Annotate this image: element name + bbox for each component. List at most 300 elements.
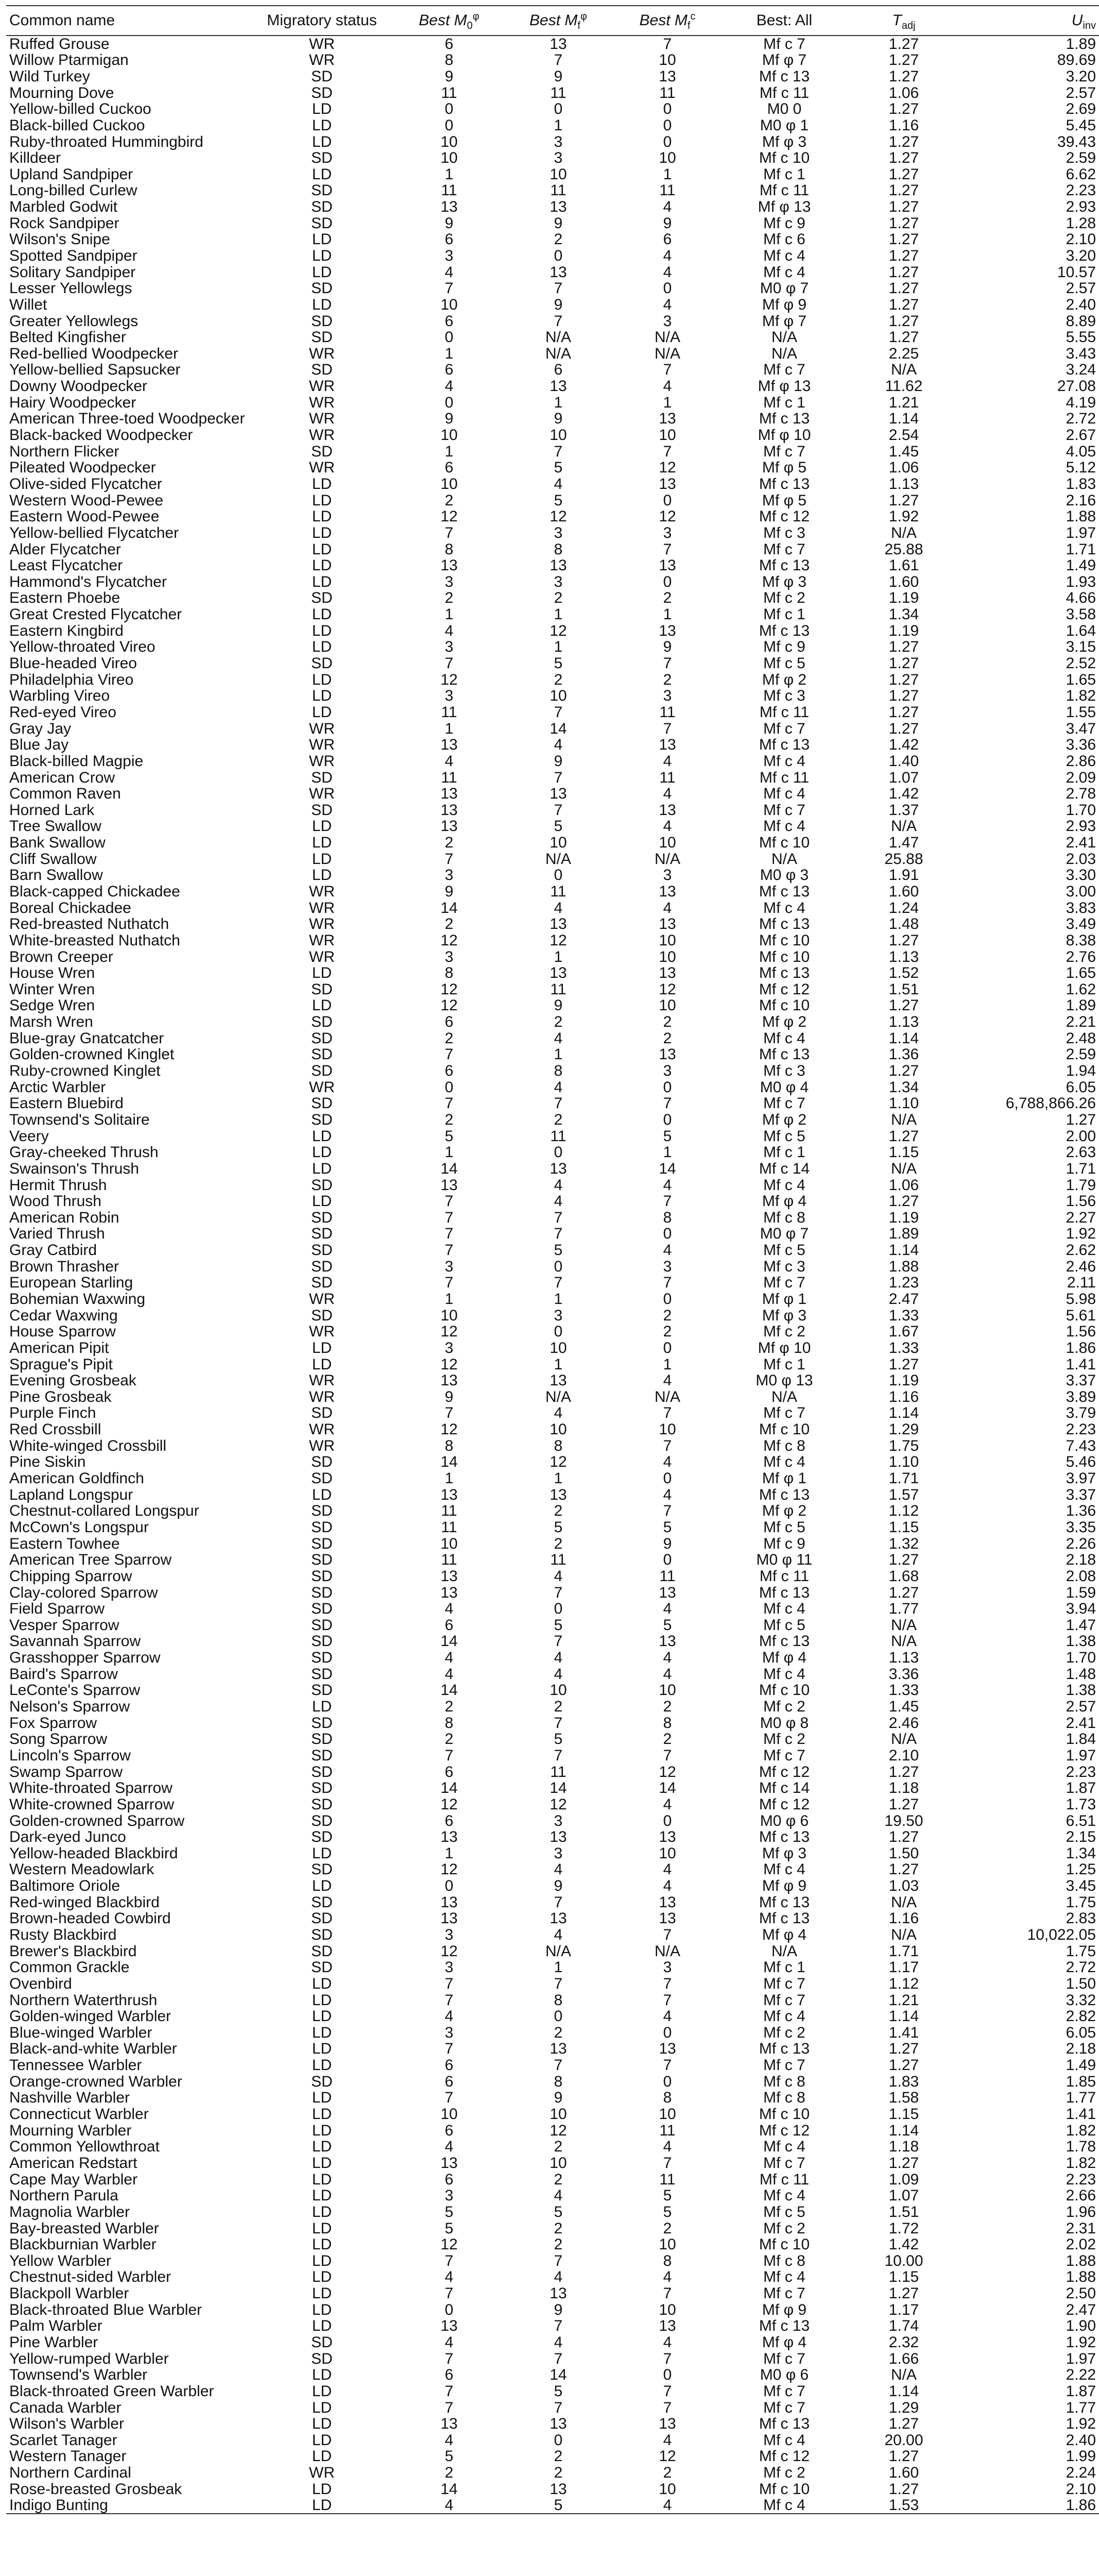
table-cell: 10 <box>440 133 458 150</box>
table-cell: 0 <box>554 1323 563 1341</box>
table-cell: 13 <box>440 785 458 803</box>
table-cell: 1.15 <box>888 1144 919 1161</box>
table-row <box>6 1552 1099 1568</box>
table-cell: 1.77 <box>1066 2399 1096 2416</box>
table-cell: 0 <box>554 1258 563 1275</box>
table-cell: Orange-crowned Warbler <box>9 2073 182 2090</box>
table-cell: 7 <box>444 655 454 672</box>
table-cell: Mf φ 4 <box>762 1193 807 1210</box>
table-cell: Hammond's Flycatcher <box>9 573 167 590</box>
table-cell: Mf c 2 <box>763 589 805 607</box>
table-cell: 4 <box>663 1649 672 1667</box>
table-cell: SD <box>311 361 333 379</box>
table-row <box>6 2171 1099 2188</box>
table-cell: LD <box>312 1144 332 1161</box>
table-cell: SD <box>311 1307 333 1324</box>
table-cell: 1.23 <box>888 1274 919 1292</box>
table-cell: 1.27 <box>888 296 919 313</box>
table-cell: 12 <box>659 980 676 998</box>
table-cell: 4 <box>554 1029 563 1047</box>
table-cell: 2.63 <box>1066 1144 1096 1161</box>
table-cell: 9 <box>554 67 563 85</box>
table-row <box>6 1046 1099 1063</box>
table-cell: 14 <box>440 2480 458 2498</box>
table-cell: 13 <box>440 801 458 819</box>
table-cell: N/A <box>771 329 797 346</box>
table-row <box>6 1764 1099 1780</box>
table-cell: WR <box>309 916 335 933</box>
table-cell: Mf c 5 <box>763 655 805 672</box>
table-cell: 1.27 <box>888 1795 919 1813</box>
table-cell: Least Flycatcher <box>9 557 123 574</box>
table-cell: 10 <box>550 1682 567 1699</box>
table-cell: 2 <box>663 2464 672 2482</box>
table-cell: 6 <box>444 312 454 330</box>
table-cell: 12 <box>440 671 458 688</box>
table-cell: 7 <box>444 2399 454 2416</box>
table-cell: 1.27 <box>888 1584 919 1601</box>
table-cell: 1.42 <box>888 2236 919 2253</box>
table-cell: 2 <box>444 2464 454 2482</box>
table-row <box>6 1470 1099 1487</box>
table-row <box>6 574 1099 590</box>
table-cell: 1.53 <box>847 2497 961 2514</box>
table-cell: 1.33 <box>888 1339 919 1357</box>
table-cell: 4 <box>554 899 563 917</box>
table-cell: 1 <box>663 1355 672 1373</box>
table-cell: 1.55 <box>1066 703 1096 721</box>
table-cell: 7 <box>554 769 563 786</box>
table-cell: 7 <box>554 280 563 297</box>
table-cell: WR <box>309 1078 335 1096</box>
table-cell: M0 φ 7 <box>760 1225 809 1243</box>
table-cell: 4 <box>663 247 672 264</box>
table-cell: SD <box>311 655 333 672</box>
table-cell: Mf c 4 <box>763 1453 805 1471</box>
table-cell: 4 <box>663 296 672 313</box>
table-cell: N/A <box>890 1616 917 1634</box>
table-cell: 13 <box>659 964 676 982</box>
table-cell: Mf c 14 <box>759 1780 810 1797</box>
table-cell: Mf φ 5 <box>762 459 807 477</box>
table-cell: 0 <box>444 116 454 134</box>
table-cell: 4 <box>444 378 454 395</box>
table-cell: 6 <box>663 231 672 248</box>
table-cell: SD <box>311 2350 333 2367</box>
table-cell: 3 <box>444 1926 454 1943</box>
table-cell: 3 <box>444 2024 454 2041</box>
table-cell: 5 <box>663 1518 672 1536</box>
table-cell: SD <box>311 1502 333 1520</box>
table-cell: 13 <box>440 2154 458 2172</box>
table-cell: N/A <box>890 2366 917 2384</box>
table-cell: 13 <box>550 964 567 982</box>
table-cell: SD <box>311 280 333 297</box>
table-cell: 10 <box>659 2480 676 2498</box>
table-cell: Mf c 13 <box>759 557 810 574</box>
table-row <box>6 590 1099 606</box>
table-cell: 2.57 <box>1066 280 1096 297</box>
table-cell: SD <box>311 1795 333 1813</box>
table-cell: SD <box>311 1780 333 1797</box>
table-cell: 1.71 <box>1066 1160 1096 1177</box>
table-cell: 1.27 <box>888 329 919 346</box>
table-cell: 3 <box>663 867 672 884</box>
table-cell: Eastern Wood-Pewee <box>9 508 160 526</box>
table-cell: 1.19 <box>888 622 919 639</box>
table-cell: SD <box>311 1209 333 1226</box>
table-cell: 2.59 <box>1066 1046 1096 1063</box>
table-cell: 3.37 <box>1066 1486 1096 1503</box>
table-row <box>6 1372 1099 1389</box>
table-cell: 1.21 <box>888 1991 919 2009</box>
table-cell: 13 <box>550 378 567 395</box>
table-cell: Northern Waterthrush <box>9 1991 158 2009</box>
table-cell: 4 <box>444 752 454 770</box>
table-cell: 1.50 <box>888 1844 919 1862</box>
table-cell: 12 <box>659 459 676 477</box>
table-cell: 1.27 <box>888 247 919 264</box>
table-cell: Yellow Warbler <box>9 2252 111 2269</box>
table-cell: 2.59 <box>1066 149 1096 167</box>
table-cell: 6.05 <box>1066 2024 1096 2041</box>
table-cell: LD <box>312 296 332 313</box>
table-cell: 1.56 <box>1066 1323 1096 1341</box>
table-cell: 11 <box>659 1567 676 1585</box>
table-row <box>6 525 1099 541</box>
table-cell: 7 <box>663 361 672 379</box>
table-cell: SD <box>311 1062 333 1080</box>
table-cell: 39.43 <box>1057 133 1096 150</box>
table-cell: 14 <box>659 1160 676 1177</box>
table-cell: Mf c 2 <box>763 2219 805 2237</box>
table-cell: 3.00 <box>1066 883 1096 900</box>
table-cell: 2 <box>444 916 454 933</box>
table-cell: 1.51 <box>888 980 919 998</box>
table-row <box>6 2106 1099 2123</box>
table-cell: 13 <box>659 1633 676 1650</box>
table-cell: LD <box>312 2480 332 2498</box>
table-cell: Mf c 11 <box>759 1567 810 1585</box>
table-cell: 1.65 <box>1066 671 1096 688</box>
table-row <box>6 2367 1099 2383</box>
table-cell: Mf c 9 <box>763 1535 805 1552</box>
table-cell: 1.15 <box>888 2268 919 2286</box>
table-cell: 3 <box>444 2187 454 2205</box>
table-cell: 2.62 <box>1066 1242 1096 1259</box>
table-cell: Yellow-bellied Sapsucker <box>9 361 181 379</box>
table-cell: 2.41 <box>1066 1714 1096 1732</box>
table-cell: Red-eyed Vireo <box>9 703 116 721</box>
table-cell: Mf c 13 <box>759 2317 810 2335</box>
table-cell: 4 <box>554 1649 563 1667</box>
table-cell: 4 <box>663 2334 672 2351</box>
table-cell: Mf c 7 <box>763 2399 805 2416</box>
table-cell: 6 <box>444 1763 454 1781</box>
table-cell: 1.13 <box>888 1013 919 1031</box>
table-cell: 2 <box>663 1013 672 1031</box>
table-cell: 0 <box>554 1600 563 1618</box>
table-cell: Horned Lark <box>9 801 95 819</box>
table-cell: Fox Sparrow <box>9 1714 97 1732</box>
table-cell: 4 <box>663 2008 672 2025</box>
table-cell: Mf c 12 <box>759 980 810 998</box>
table-cell: WR <box>309 394 335 411</box>
table-cell: Gray Jay <box>9 720 72 737</box>
table-cell: 0 <box>663 116 672 134</box>
table-cell: N/A <box>890 1926 917 1943</box>
table-cell: 11 <box>659 182 676 199</box>
table-body <box>6 36 1099 2514</box>
table-cell: LD <box>312 1355 332 1373</box>
table-cell: 14 <box>550 2366 567 2384</box>
table-cell: 1.41 <box>1066 2106 1096 2123</box>
table-cell: 2.27 <box>1066 1209 1096 1226</box>
table-cell: Belted Kingfisher <box>9 329 126 346</box>
table-cell: 1.38 <box>1066 1633 1096 1650</box>
table-cell: Mf c 4 <box>763 1176 805 1194</box>
table-cell: 4 <box>663 2431 672 2449</box>
table-row <box>6 639 1099 655</box>
table-cell: 2 <box>554 2219 563 2237</box>
table-row <box>6 2416 1099 2432</box>
table-cell: 5 <box>554 1518 563 1536</box>
table-row <box>6 835 1099 851</box>
table-cell: 1.12 <box>888 1975 919 1992</box>
table-cell: 0 <box>663 1078 672 1096</box>
table-cell: 14 <box>659 1780 676 1797</box>
table-cell: 1.19 <box>888 1209 919 1226</box>
table-cell: Marsh Wren <box>9 1013 93 1031</box>
table-cell: 1.12 <box>888 1502 919 1520</box>
table-row <box>6 1242 1099 1259</box>
table-cell: SD <box>311 1665 333 1683</box>
table-row <box>6 2220 1099 2236</box>
table-cell: 14 <box>440 899 458 917</box>
table-cell: 13 <box>659 736 676 754</box>
table-cell: 1.14 <box>888 2008 919 2025</box>
table-cell: Mf c 8 <box>763 2089 805 2107</box>
table-cell: 8 <box>554 540 563 558</box>
table-cell: 2 <box>554 2448 563 2465</box>
table-cell: Mf c 7 <box>763 2382 805 2400</box>
table-cell: 7 <box>554 2399 563 2416</box>
table-row <box>6 52 1099 69</box>
table-row <box>6 2057 1099 2074</box>
table-cell: 3.35 <box>1066 1518 1096 1536</box>
table-cell: 2.41 <box>1066 834 1096 852</box>
table-cell: Eastern Towhee <box>9 1535 120 1552</box>
table-cell: 6 <box>444 459 454 477</box>
table-cell: 13 <box>550 557 567 574</box>
table-cell: 25.88 <box>884 540 923 558</box>
table-row <box>6 460 1099 476</box>
table-cell: 1.27 <box>888 1861 919 1878</box>
table-cell: 3.58 <box>1066 606 1096 623</box>
table-cell: 1.27 <box>888 997 919 1014</box>
table-cell: Sprague's Pipit <box>9 1355 113 1373</box>
table-cell: 4 <box>444 2431 454 2449</box>
table-cell: Common Yellowthroat <box>9 2138 160 2156</box>
table-cell: N/A <box>771 1388 797 1405</box>
table-cell: M0 φ 8 <box>760 1714 809 1732</box>
table-row <box>6 280 1099 297</box>
table-row <box>6 1748 1099 1764</box>
table-cell: 1.83 <box>888 2073 919 2090</box>
table-row <box>6 2481 1099 2497</box>
table-cell: SD <box>311 980 333 998</box>
table-cell: Northern Flicker <box>9 443 119 460</box>
table-row <box>6 1112 1099 1128</box>
table-cell: Western Tanager <box>9 2448 127 2465</box>
table-row <box>6 215 1099 231</box>
table-cell: 7 <box>663 1975 672 1992</box>
table-cell: 7 <box>554 1274 563 1292</box>
table-cell: 1.29 <box>888 2399 919 2416</box>
table-cell: 13 <box>550 2480 567 2498</box>
table-cell: 6 <box>444 2073 454 2090</box>
table-cell: 8 <box>554 2073 563 2090</box>
table-cell: SD <box>311 589 333 607</box>
table-row <box>6 1829 1099 1845</box>
table-cell: Mourning Warbler <box>9 2122 132 2139</box>
table-cell: 11 <box>550 980 566 998</box>
table-cell: 2.32 <box>888 2334 919 2351</box>
table-cell: LD <box>312 2448 332 2465</box>
table-cell: WR <box>309 345 335 362</box>
table-cell: 2 <box>663 589 672 607</box>
table-cell: 0 <box>663 2073 672 2090</box>
table-cell: 1.56 <box>1066 1193 1096 1210</box>
table-cell: Common Raven <box>9 785 121 803</box>
table-cell: Wild Turkey <box>9 67 90 85</box>
table-cell: Ovenbird <box>9 1975 72 1992</box>
table-cell: Swamp Sparrow <box>9 1763 123 1781</box>
table-cell: 4 <box>613 2497 722 2514</box>
table-cell: 0 <box>444 100 454 118</box>
table-row <box>6 1666 1099 1682</box>
table-cell: 1.91 <box>888 867 919 884</box>
table-cell: American Goldfinch <box>9 1470 144 1487</box>
table-cell: 2.57 <box>1066 1698 1096 1716</box>
table-cell: 1.19 <box>888 1372 919 1389</box>
col-header-best-mf-phi: Best $M_f^\varphi$ <box>504 6 613 36</box>
table-cell: 10 <box>550 687 567 705</box>
table-cell: 10 <box>659 1682 676 1699</box>
table-cell: 7 <box>444 1404 454 1422</box>
table-cell: 2.82 <box>1066 2008 1096 2025</box>
table-cell: 9 <box>444 883 454 900</box>
table-cell: Upland Sandpiper <box>9 165 133 183</box>
table-cell: 3 <box>554 133 563 150</box>
table-cell: 11 <box>659 2122 676 2139</box>
table-cell: 1.89 <box>888 1225 919 1243</box>
table-cell: 0 <box>663 1812 672 1829</box>
table-cell: 10 <box>659 931 676 949</box>
table-cell: 1.99 <box>1066 2448 1096 2465</box>
table-cell: 3 <box>554 524 563 541</box>
table-cell: 1.27 <box>888 1062 919 1080</box>
table-cell: 1.77 <box>888 1600 919 1618</box>
table-cell: Olive-sided Flycatcher <box>9 475 162 493</box>
table-cell: 1.27 <box>888 2040 919 2058</box>
table-cell: Song Sparrow <box>9 1731 108 1748</box>
table-cell: 7 <box>663 1404 672 1422</box>
table-cell: 13 <box>440 1828 458 1846</box>
table-cell: 9 <box>554 1877 563 1895</box>
table-cell: 7 <box>663 1437 672 1454</box>
table-cell: Bay-breasted Warbler <box>9 2219 159 2237</box>
table-row <box>6 1405 1099 1421</box>
table-cell: SD <box>311 1763 333 1781</box>
table-cell: WR <box>309 785 335 803</box>
table-cell: Pine Warbler <box>9 2334 98 2351</box>
table-cell: Mf c 13 <box>759 964 810 982</box>
table-cell: LD <box>312 2154 332 2172</box>
table-cell: 7 <box>663 443 672 460</box>
table-cell: 1 <box>444 165 454 183</box>
col-header-best-mf-c: Best $M_f^c$ <box>613 6 722 36</box>
table-cell: Mf c 2 <box>763 1731 805 1748</box>
table-cell: Mf φ 10 <box>758 1339 811 1357</box>
table-cell: 1.96 <box>1066 2203 1096 2221</box>
table-cell: 6.05 <box>1066 1078 1096 1096</box>
table-cell: 12 <box>440 1355 458 1373</box>
table-cell: LD <box>312 2203 332 2221</box>
table-cell: Mf c 11 <box>759 703 810 721</box>
table-cell: 2.10 <box>1066 231 1096 248</box>
table-cell: 12 <box>440 1795 458 1813</box>
table-cell: M0 φ 4 <box>760 1078 809 1096</box>
table-cell: 3 <box>444 867 454 884</box>
table-cell: 1.27 <box>1066 1111 1096 1128</box>
table-cell: WR <box>309 1291 335 1308</box>
table-row <box>6 2122 1099 2139</box>
table-row <box>6 84 1099 101</box>
table-cell: WR <box>309 1372 335 1389</box>
table-cell: 3 <box>444 1339 454 1357</box>
table-cell: 1.57 <box>888 1486 919 1503</box>
table-cell: Wood Thrush <box>9 1193 101 1210</box>
table-cell: Mf c 14 <box>759 1160 810 1177</box>
table-cell: 2.18 <box>1066 2040 1096 2058</box>
table-cell: WR <box>309 720 335 737</box>
table-row <box>6 900 1099 916</box>
table-cell: 1.27 <box>888 312 919 330</box>
table-row <box>6 884 1099 900</box>
table-cell: Mf c 11 <box>759 84 810 101</box>
table-cell: 4 <box>663 1176 672 1194</box>
table-cell: 10 <box>659 1421 676 1438</box>
table-cell: American Tree Sparrow <box>9 1551 172 1569</box>
table-cell: 13 <box>550 263 567 281</box>
table-cell: 7 <box>554 1584 563 1601</box>
table-cell: 4 <box>663 1372 672 1389</box>
table-cell: LD <box>312 1486 332 1503</box>
table-cell: 7 <box>663 655 672 672</box>
table-cell: 10 <box>659 149 676 167</box>
table-row <box>6 313 1099 329</box>
table-cell: Lapland Longspur <box>9 1486 133 1503</box>
table-cell: 1.82 <box>1066 2154 1096 2172</box>
table-cell: 2.21 <box>1066 1013 1096 1031</box>
table-cell: 9 <box>554 2301 563 2318</box>
table-cell: 13 <box>440 1910 458 1927</box>
table-cell: 13 <box>550 1828 567 1846</box>
table-cell: 1.27 <box>888 2415 919 2433</box>
table-cell: Blue Jay <box>9 736 69 754</box>
table-cell: 8 <box>554 1437 563 1454</box>
